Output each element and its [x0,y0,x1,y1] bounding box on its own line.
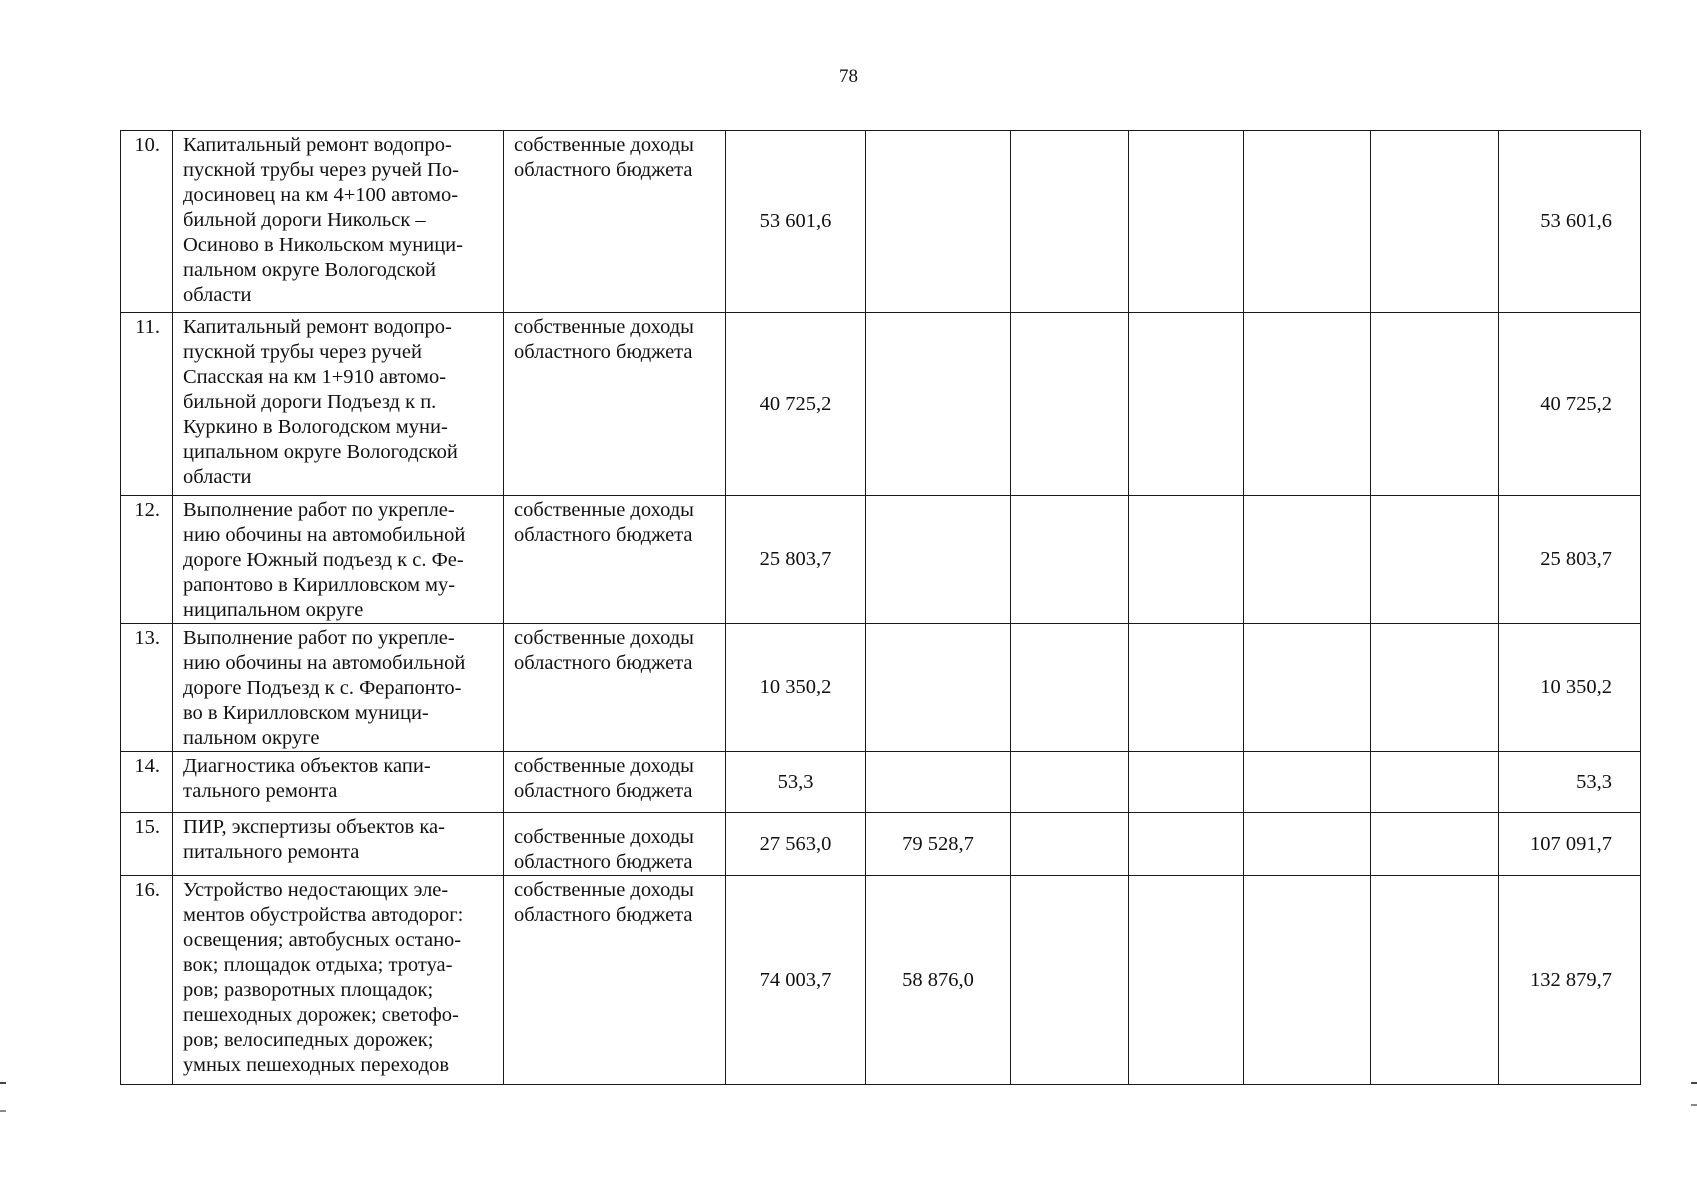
object-name-line: ментов обустройства автодорог: [183,904,464,926]
table-row [121,752,1641,813]
object-name-line: нию обочины на автомобильной [183,652,466,674]
empty-cell [1011,624,1129,752]
object-name-line: пешеходных дорожек; светофо- [183,1004,459,1026]
amount-year-2 [866,496,1011,624]
row-number: 15. [121,813,173,876]
funding-source-line: собственные доходы [514,755,694,777]
empty-cell [1011,813,1129,876]
funding-source-line: областного бюджета [514,851,693,873]
empty-cell [1371,752,1499,813]
object-name-line: Осиново в Никольском муници- [183,234,463,256]
empty-cell [1244,624,1371,752]
funding-source-line: областного бюджета [514,780,693,802]
amount-year-2: 79 528,7 [866,813,1011,876]
amount-total: 10 350,2 [1499,624,1641,752]
empty-cell [1244,496,1371,624]
empty-cell [1371,624,1499,752]
object-name-line: бильной дороги Никольск – [183,209,426,231]
funding-source-line: собственные доходы [514,134,694,156]
margin-mark [0,1082,6,1084]
empty-cell [1129,313,1244,496]
object-name [173,876,504,1085]
margin-mark [0,1110,6,1112]
empty-cell [1244,752,1371,813]
empty-cell [1129,752,1244,813]
object-name [173,496,504,624]
object-name-line: Спасская на км 1+910 автомо- [183,366,447,388]
amount-year-1: 27 563,0 [726,813,866,876]
table-row [121,813,1641,876]
object-name-line: рапонтово в Кирилловском му- [183,574,456,596]
table-row [121,876,1641,1085]
object-name-line: области [183,284,252,306]
funding-source-line: областного бюджета [514,341,693,363]
funding-source [504,131,726,313]
row-number: 16. [121,876,173,1085]
funding-source [504,624,726,752]
row-number: 14. [121,752,173,813]
funding-source [504,813,726,876]
empty-cell [1244,876,1371,1085]
amount-year-2 [866,624,1011,752]
object-name [173,752,504,813]
amount-year-2: 58 876,0 [866,876,1011,1085]
object-name-line: ципальном округе Вологодской [183,441,458,463]
amount-year-2 [866,313,1011,496]
object-name [173,813,504,876]
funding-source [504,752,726,813]
object-name-line: Устройство недостающих эле- [183,879,449,901]
empty-cell [1244,313,1371,496]
table-row [121,624,1641,752]
empty-cell [1244,813,1371,876]
amount-total: 40 725,2 [1499,313,1641,496]
amount-total: 53 601,6 [1499,131,1641,313]
empty-cell [1129,624,1244,752]
table-row [121,496,1641,624]
object-name-line: ниципальном округе [183,599,364,621]
object-name-line: тального ремонта [183,780,338,802]
object-name-line: во в Кирилловском муници- [183,702,429,724]
object-name-line: Капитальный ремонт водопро- [183,134,452,156]
row-number: 13. [121,624,173,752]
amount-total: 25 803,7 [1499,496,1641,624]
row-number: 11. [121,313,173,496]
funding-source [504,313,726,496]
empty-cell [1371,496,1499,624]
funding-source-line: областного бюджета [514,159,693,181]
object-name [173,313,504,496]
object-name-line: Выполнение работ по укрепле- [183,499,455,521]
margin-mark [1691,1082,1697,1084]
object-name-line: питального ремонта [183,841,360,863]
object-name-line: Куркино в Вологодском муни- [183,416,448,438]
amount-year-2 [866,131,1011,313]
table-row [121,131,1641,313]
object-name-line: ров; разворотных площадок; [183,979,434,1001]
funding-source-line: собственные доходы [514,499,694,521]
object-name [173,131,504,313]
empty-cell [1129,813,1244,876]
funding-source-line: областного бюджета [514,524,693,546]
funding-source-line: областного бюджета [514,652,693,674]
object-name-line: Выполнение работ по укрепле- [183,627,455,649]
empty-cell [1011,876,1129,1085]
object-name-line: умных пешеходных переходов [183,1054,450,1076]
object-name-line: нию обочины на автомобильной [183,524,466,546]
funding-source-line: областного бюджета [514,904,693,926]
amount-total: 132 879,7 [1499,876,1641,1085]
object-name-line: ров; велосипедных дорожек; [183,1029,434,1051]
table-row [121,313,1641,496]
object-name-line: пускной трубы через ручей По- [183,159,459,181]
amount-total: 53,3 [1499,752,1641,813]
empty-cell [1129,496,1244,624]
margin-mark [1691,1104,1697,1106]
funding-source-line: собственные доходы [514,879,694,901]
empty-cell [1129,131,1244,313]
empty-cell [1371,813,1499,876]
empty-cell [1371,313,1499,496]
row-number: 12. [121,496,173,624]
object-name-line: Капитальный ремонт водопро- [183,316,452,338]
empty-cell [1371,876,1499,1085]
object-name-line: дороге Подъезд к с. Ферапонто- [183,677,462,699]
funding-source [504,496,726,624]
funding-source-line: собственные доходы [514,316,694,338]
funding-source [504,876,726,1085]
row-number: 10. [121,131,173,313]
object-name-line: ПИР, экспертизы объектов ка- [183,816,445,838]
funding-source-line: собственные доходы [514,627,694,649]
object-name-line: пускной трубы через ручей [183,341,422,363]
object-name-line: пальном округе Вологодской [183,259,436,281]
empty-cell [1371,131,1499,313]
amount-year-1: 25 803,7 [726,496,866,624]
amount-year-1: 53,3 [726,752,866,813]
empty-cell [1129,876,1244,1085]
object-name-line: досиновец на км 4+100 автомо- [183,184,459,206]
object-name-line: бильной дороги Подъезд к п. [183,391,437,413]
page-number: 78 [839,66,858,87]
amount-year-1: 74 003,7 [726,876,866,1085]
amount-year-1: 10 350,2 [726,624,866,752]
object-name-line: вок; площадок отдыха; тротуа- [183,954,453,976]
empty-cell [1011,752,1129,813]
object-name-line: области [183,466,252,488]
amount-total: 107 091,7 [1499,813,1641,876]
empty-cell [1011,496,1129,624]
object-name-line: дороге Южный подъезд к с. Фе- [183,549,464,571]
empty-cell [1011,131,1129,313]
object-name [173,624,504,752]
empty-cell [1011,313,1129,496]
object-name-line: пальном округе [183,727,320,749]
empty-cell [1244,131,1371,313]
budget-table [120,130,1641,1085]
amount-year-1: 53 601,6 [726,131,866,313]
amount-year-1: 40 725,2 [726,313,866,496]
funding-source-line: собственные доходы [514,826,694,848]
object-name-line: Диагностика объектов капи- [183,755,431,777]
amount-year-2 [866,752,1011,813]
object-name-line: освещения; автобусных остано- [183,929,462,951]
